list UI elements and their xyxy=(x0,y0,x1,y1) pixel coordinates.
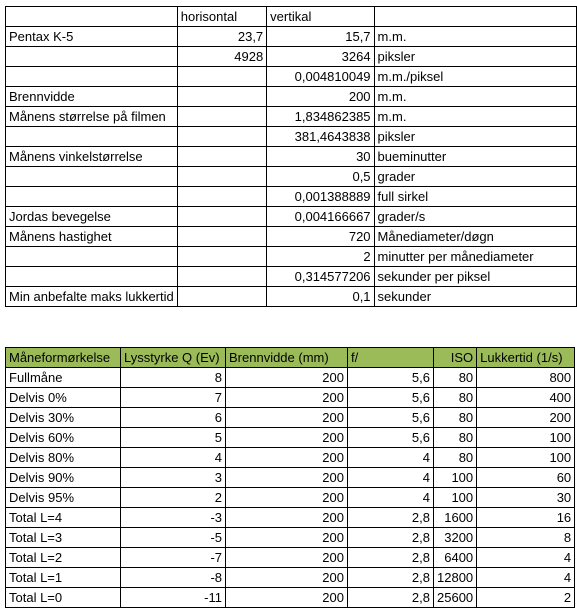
column-header[interactable]: Lysstyrke Q (Ev) xyxy=(121,348,226,368)
cell[interactable]: 2,8 xyxy=(348,528,434,548)
cell[interactable]: Delvis 80% xyxy=(6,448,121,468)
cell[interactable]: 30 xyxy=(267,147,374,167)
cell[interactable] xyxy=(374,7,576,27)
cell[interactable]: -8 xyxy=(121,568,226,588)
cell[interactable]: 2 xyxy=(121,488,226,508)
cell[interactable]: 3 xyxy=(121,468,226,488)
cell[interactable]: 7 xyxy=(121,388,226,408)
cell[interactable] xyxy=(6,167,178,187)
cell[interactable]: bueminutter xyxy=(374,147,576,167)
cell[interactable] xyxy=(6,187,178,207)
cell[interactable]: 6 xyxy=(121,408,226,428)
cell[interactable]: -3 xyxy=(121,508,226,528)
table-row xyxy=(6,207,577,227)
cell[interactable] xyxy=(177,107,266,127)
cell[interactable]: Jordas bevegelse xyxy=(6,207,178,227)
cell[interactable]: m.m./piksel xyxy=(374,67,576,87)
eclipse-exposure-table xyxy=(5,347,575,608)
column-header[interactable]: f/ xyxy=(348,348,434,368)
cell[interactable]: 381,4643838 xyxy=(267,127,374,147)
cell[interactable] xyxy=(6,127,178,147)
cell[interactable]: full sirkel xyxy=(374,187,576,207)
cell[interactable]: Delvis 30% xyxy=(6,408,121,428)
table-row xyxy=(6,508,575,528)
cell[interactable]: 200 xyxy=(226,368,348,388)
cell[interactable]: 200 xyxy=(226,388,348,408)
camera-calculation-table xyxy=(5,6,577,307)
cell[interactable]: vertikal xyxy=(267,7,374,27)
table-row xyxy=(6,287,577,307)
cell[interactable]: 30 xyxy=(477,488,575,508)
cell[interactable]: 25600 xyxy=(434,588,477,608)
cell[interactable]: 15,7 xyxy=(267,27,374,47)
cell[interactable]: Delvis 95% xyxy=(6,488,121,508)
cell[interactable]: 5,6 xyxy=(348,368,434,388)
cell[interactable] xyxy=(177,167,266,187)
cell[interactable]: 200 xyxy=(477,408,575,428)
cell[interactable]: Månens størrelse på filmen xyxy=(6,107,178,127)
cell[interactable]: 8 xyxy=(477,528,575,548)
table-row xyxy=(6,187,577,207)
cell[interactable]: 2,8 xyxy=(348,568,434,588)
header-row xyxy=(6,348,575,368)
cell[interactable]: 4 xyxy=(348,448,434,468)
cell[interactable]: 4928 xyxy=(177,47,266,67)
table-row xyxy=(6,227,577,247)
cell[interactable]: 2 xyxy=(267,247,374,267)
cell[interactable]: piksler xyxy=(374,47,576,67)
cell[interactable]: 200 xyxy=(226,528,348,548)
cell[interactable]: 200 xyxy=(226,488,348,508)
table-row xyxy=(6,247,577,267)
cell[interactable]: 100 xyxy=(477,448,575,468)
cell[interactable]: 6400 xyxy=(434,548,477,568)
cell[interactable]: 800 xyxy=(477,368,575,388)
cell[interactable] xyxy=(177,267,266,287)
cell[interactable]: 5,6 xyxy=(348,428,434,448)
column-header[interactable]: Brennvidde (mm) xyxy=(226,348,348,368)
cell[interactable]: Månens vinkelstørrelse xyxy=(6,147,178,167)
cell[interactable]: 100 xyxy=(477,428,575,448)
table-row xyxy=(6,468,575,488)
cell[interactable]: 720 xyxy=(267,227,374,247)
cell[interactable]: 5 xyxy=(121,428,226,448)
table-row xyxy=(6,167,577,187)
cell[interactable]: 4 xyxy=(477,548,575,568)
cell[interactable]: Total L=4 xyxy=(6,508,121,528)
cell[interactable]: Delvis 60% xyxy=(6,428,121,448)
cell[interactable]: Brennvidde xyxy=(6,87,178,107)
table-row xyxy=(6,528,575,548)
cell[interactable]: 200 xyxy=(226,428,348,448)
cell[interactable]: -5 xyxy=(121,528,226,548)
cell[interactable] xyxy=(177,187,266,207)
cell[interactable]: 200 xyxy=(226,588,348,608)
table-row xyxy=(6,47,577,67)
cell[interactable]: 8 xyxy=(121,368,226,388)
column-header[interactable]: Måneformørkelse xyxy=(6,348,121,368)
cell[interactable]: 3200 xyxy=(434,528,477,548)
header-row xyxy=(6,7,577,27)
cell[interactable] xyxy=(6,247,178,267)
cell[interactable]: 80 xyxy=(434,448,477,468)
table-row xyxy=(6,488,575,508)
table-row xyxy=(6,27,577,47)
cell[interactable]: -7 xyxy=(121,548,226,568)
cell[interactable]: sekunder xyxy=(374,287,576,307)
column-header[interactable]: Lukkertid (1/s) xyxy=(477,348,575,368)
cell[interactable]: 80 xyxy=(434,428,477,448)
cell[interactable]: Delvis 0% xyxy=(6,388,121,408)
table-row xyxy=(6,568,575,588)
cell[interactable]: 80 xyxy=(434,408,477,428)
table-row xyxy=(6,388,575,408)
cell[interactable]: 4 xyxy=(477,568,575,588)
cell[interactable]: m.m. xyxy=(374,27,576,47)
cell[interactable] xyxy=(177,227,266,247)
cell[interactable]: 4 xyxy=(348,468,434,488)
cell[interactable]: Total L=3 xyxy=(6,528,121,548)
cell[interactable]: 0,1 xyxy=(267,287,374,307)
cell[interactable]: 0,5 xyxy=(267,167,374,187)
cell[interactable]: minutter per månediameter xyxy=(374,247,576,267)
cell[interactable]: 200 xyxy=(226,408,348,428)
table-row xyxy=(6,548,575,568)
table-row xyxy=(6,267,577,287)
cell[interactable]: 3264 xyxy=(267,47,374,67)
cell[interactable]: 16 xyxy=(477,508,575,528)
cell[interactable]: 1600 xyxy=(434,508,477,528)
cell[interactable]: Total L=2 xyxy=(6,548,121,568)
cell[interactable]: Månens hastighet xyxy=(6,227,178,247)
cell[interactable] xyxy=(177,67,266,87)
cell[interactable]: 100 xyxy=(434,468,477,488)
cell[interactable]: piksler xyxy=(374,127,576,147)
cell[interactable]: 2 xyxy=(477,588,575,608)
table-row xyxy=(6,408,575,428)
table-row xyxy=(6,107,577,127)
cell[interactable]: 200 xyxy=(267,87,374,107)
cell[interactable]: 80 xyxy=(434,368,477,388)
cell[interactable]: 12800 xyxy=(434,568,477,588)
table-row xyxy=(6,147,577,167)
cell[interactable]: 200 xyxy=(226,508,348,528)
cell[interactable]: 23,7 xyxy=(177,27,266,47)
cell[interactable]: 80 xyxy=(434,388,477,408)
cell[interactable]: 400 xyxy=(477,388,575,408)
cell[interactable]: 0,004166667 xyxy=(267,207,374,227)
cell[interactable]: 200 xyxy=(226,548,348,568)
cell[interactable]: 1,834862385 xyxy=(267,107,374,127)
cell[interactable]: 4 xyxy=(121,448,226,468)
table-row xyxy=(6,87,577,107)
cell[interactable]: m.m. xyxy=(374,107,576,127)
cell[interactable]: Total L=0 xyxy=(6,588,121,608)
cell[interactable]: Min anbefalte maks lukkertid xyxy=(6,287,178,307)
cell[interactable] xyxy=(6,67,178,87)
cell[interactable] xyxy=(177,147,266,167)
cell[interactable]: 0,314577206 xyxy=(267,267,374,287)
cell[interactable]: 2,8 xyxy=(348,548,434,568)
cell[interactable] xyxy=(6,47,178,67)
cell[interactable]: Delvis 90% xyxy=(6,468,121,488)
cell[interactable]: 60 xyxy=(477,468,575,488)
column-header[interactable]: ISO xyxy=(434,348,477,368)
cell[interactable] xyxy=(6,267,178,287)
cell[interactable] xyxy=(177,207,266,227)
cell[interactable]: sekunder per piksel xyxy=(374,267,576,287)
table-row xyxy=(6,448,575,468)
table-row xyxy=(6,588,575,608)
eclipse-exposure-body xyxy=(6,348,575,608)
cell[interactable]: grader xyxy=(374,167,576,187)
cell[interactable] xyxy=(177,287,266,307)
cell[interactable]: -11 xyxy=(121,588,226,608)
table-row xyxy=(6,67,577,87)
camera-calculation-body xyxy=(6,7,577,307)
cell[interactable]: Total L=1 xyxy=(6,568,121,588)
cell[interactable]: 200 xyxy=(226,448,348,468)
cell[interactable]: 4 xyxy=(348,488,434,508)
table-row xyxy=(6,428,575,448)
cell[interactable]: 5,6 xyxy=(348,388,434,408)
cell[interactable]: Pentax K-5 xyxy=(6,27,178,47)
cell[interactable]: 2,8 xyxy=(348,588,434,608)
cell[interactable]: Månediameter/døgn xyxy=(374,227,576,247)
cell[interactable]: 5,6 xyxy=(348,408,434,428)
cell[interactable]: horisontal xyxy=(177,7,266,27)
cell[interactable]: Fullmåne xyxy=(6,368,121,388)
cell[interactable]: 2,8 xyxy=(348,508,434,528)
cell[interactable]: 200 xyxy=(226,468,348,488)
cell[interactable] xyxy=(6,7,178,27)
table-row xyxy=(6,127,577,147)
cell[interactable] xyxy=(177,87,266,107)
cell[interactable]: 200 xyxy=(226,568,348,588)
table-row xyxy=(6,368,575,388)
cell[interactable]: m.m. xyxy=(374,87,576,107)
cell[interactable] xyxy=(177,127,266,147)
cell[interactable]: 0,004810049 xyxy=(267,67,374,87)
cell[interactable] xyxy=(177,247,266,267)
cell[interactable]: 0,001388889 xyxy=(267,187,374,207)
cell[interactable]: grader/s xyxy=(374,207,576,227)
cell[interactable]: 100 xyxy=(434,488,477,508)
